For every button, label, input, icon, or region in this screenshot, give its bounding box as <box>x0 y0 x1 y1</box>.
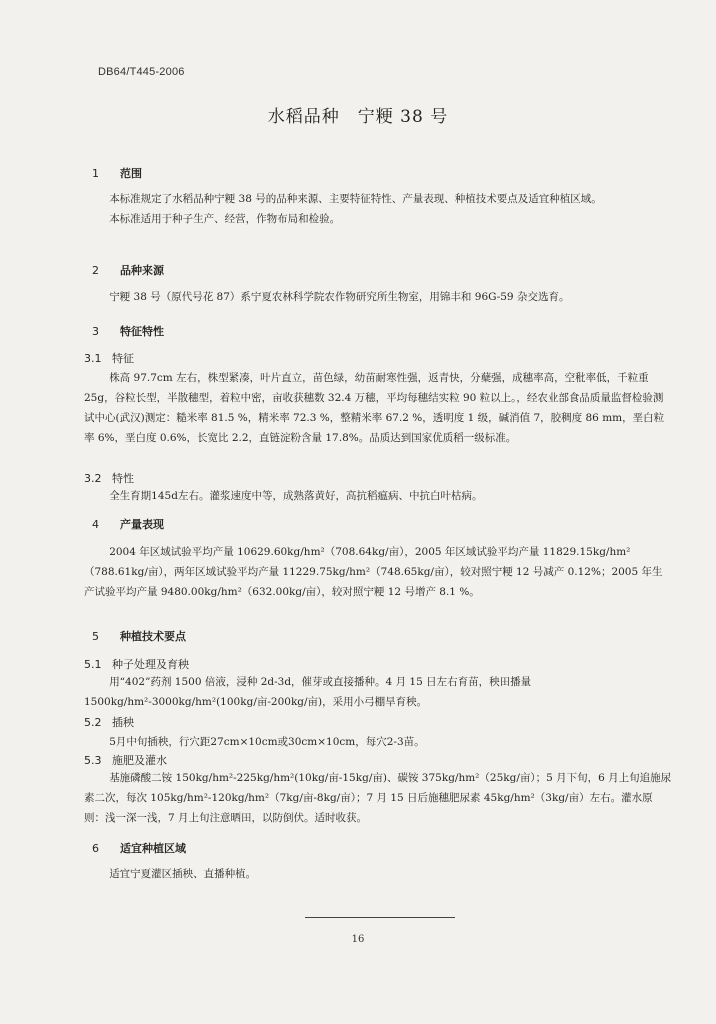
section-number: 5 <box>92 630 99 643</box>
paragraph: 2004 年区域试验平均产量 10629.60kg/hm²（708.64kg/亩），2005 年区域试验平均产量 11829.15kg/hm²（788.61kg/亩），两年区域试验平均产量 11229.75kg/hm²（748.65kg/亩），较对照宁粳 12 号减产 0.12%；2005 年生产试验平均产量 9480.00kg/hm²（632.00kg/亩），较对照宁粳 12 号增产 8.1 %。 <box>84 546 663 598</box>
paragraph: 本标准适用于种子生产、经营，作物布局和检验。 <box>109 213 341 225</box>
subsection-title: 插秧 <box>112 716 134 729</box>
paragraph: 适宜宁夏灌区插秧、直播种植。 <box>109 868 257 880</box>
section-1-body <box>84 189 672 229</box>
section-1-heading <box>92 165 142 181</box>
subsection-5-2-heading <box>84 714 134 730</box>
subsection-number: 3.1 <box>84 352 102 365</box>
section-6-body <box>84 864 672 884</box>
subsection-5-3-heading <box>84 752 167 768</box>
paragraph: 用“402”药剂 1500 倍液，浸种 2d-3d，催芽或直接播种。4 月 15 日左右育苗，秧田播量 1500kg/hm²-3000kg/hm²(100kg/亩-200kg/亩)，采用小弓棚旱育秧。 <box>84 676 532 708</box>
subsection-number: 5.2 <box>84 716 102 729</box>
paragraph: 5月中旬插秧，行穴距27cm×10cm或30cm×10cm，每穴2-3苗。 <box>109 736 425 748</box>
section-title: 特征特性 <box>120 325 164 338</box>
section-number: 6 <box>92 842 99 855</box>
subsection-number: 3.2 <box>84 472 102 485</box>
subsection-5-3-body <box>84 768 672 828</box>
subsection-title: 施肥及灌水 <box>112 754 167 767</box>
section-title: 范围 <box>120 167 142 180</box>
section-4-body <box>84 542 672 602</box>
subsection-number: 5.1 <box>84 658 102 671</box>
section-5-heading <box>92 628 186 644</box>
page-number: 16 <box>351 934 365 945</box>
section-number: 4 <box>92 518 99 531</box>
section-6-heading <box>92 840 186 856</box>
subsection-title: 特性 <box>112 472 134 485</box>
section-title: 品种来源 <box>120 264 164 277</box>
section-number: 2 <box>92 264 99 277</box>
subsection-3-2-heading <box>84 470 134 486</box>
subsection-title: 特征 <box>112 352 134 365</box>
page-title: 水稻品种 宁粳 38 号 <box>267 107 449 127</box>
subsection-5-2-body <box>84 732 672 752</box>
paragraph: 本标准规定了水稻品种宁粳 38 号的品种来源、主要特征特性、产量表现、种植技术要点及适宜种植区域。 <box>109 193 602 205</box>
subsection-3-2-body <box>84 486 672 506</box>
section-2-body <box>84 287 672 307</box>
subsection-5-1-body <box>84 672 672 712</box>
footer-divider <box>305 917 455 918</box>
section-number: 3 <box>92 325 99 338</box>
section-number: 1 <box>92 167 99 180</box>
paragraph: 宁粳 38 号（原代号花 87）系宁夏农林科学院农作物研究所生物室，用锦丰和 96G-59 杂交选育。 <box>109 291 570 303</box>
subsection-5-1-heading <box>84 656 189 672</box>
paragraph: 基施磷酸二铵 150kg/hm²-225kg/hm²(10kg/亩-15kg/亩)、碳铵 375kg/hm²（25kg/亩）；5 月下旬，6 月上旬追施尿素二次，每次 105kg/hm²-120kg/hm²（7kg/亩-8kg/亩）；7 月 15 日后施穗肥尿素 45kg/hm²（3kg/亩）左右。灌水原则：浅一深一浅，7 月上旬注意晒田，以防倒伏。适时收获。 <box>84 772 672 824</box>
section-4-heading <box>92 516 164 532</box>
section-3-heading <box>92 323 164 339</box>
section-title: 产量表现 <box>120 518 164 531</box>
subsection-3-1-body <box>84 368 672 448</box>
subsection-title: 种子处理及育秧 <box>112 658 189 671</box>
paragraph: 全生育期145d左右。灌浆速度中等，成熟落黄好，高抗稻瘟病、中抗白叶枯病。 <box>109 490 483 502</box>
subsection-3-1-heading <box>84 350 134 366</box>
section-2-heading <box>92 262 164 278</box>
paragraph: 株高 97.7cm 左右，株型紧凑，叶片直立，苗色绿，幼苗耐寒性强，返青快，分蘖强，成穗率高，空秕率低，千粒重 25g，谷粒长型，半散穗型，着粒中密，亩收获穗数 32.4 万穗，平均每穗结实粒 90 粒以上。，经农业部食品质量监督检验测试中心(武汉)测定：糙米率 81.5 %，精米率 72.3 %，整精米率 67.2 %，透明度 1 级，碱消值 7，胶稠度 86 mm，垩白粒率 6%，垩白度 0.6%，长宽比 2.2，直链淀粉含量 17.8%。品质达到国家优质稻一级标准。 <box>84 372 665 444</box>
section-title: 适宜种植区域 <box>120 842 186 855</box>
section-title: 种植技术要点 <box>120 630 186 643</box>
standard-number: DB64/T445-2006 <box>98 66 185 78</box>
subsection-number: 5.3 <box>84 754 102 767</box>
